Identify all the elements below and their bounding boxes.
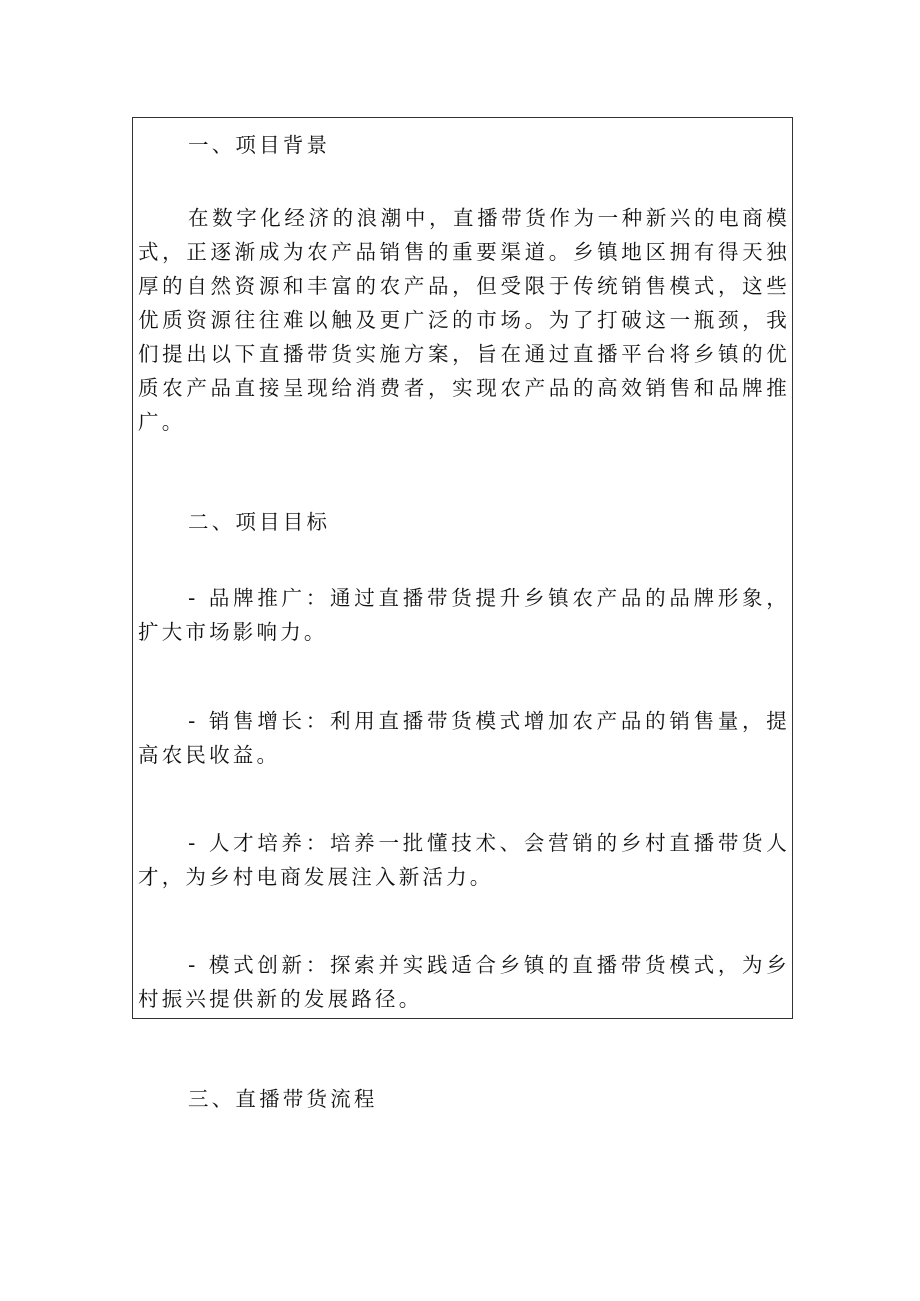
section1-paragraph: 在数字化经济的浪潮中，直播带货作为一种新兴的电商模式，正逐渐成为农产品销售的重要渠道。乡镇地区拥有得天独厚的自然资源和丰富的农产品，但受限于传统销售模式，这些优质资源往往难以触及更广泛的市场。为了打破这一瓶颈，我们提出以下直播带货实施方案，旨在通过直播平台将乡镇的优质农产品直接呈现给消费者，实现农产品的高效销售和品牌推广。 [138, 206, 790, 434]
goal-item-brand: - 品牌推广：通过直播带货提升乡镇农产品的品牌形象，扩大市场影响力。 [138, 586, 790, 644]
section2-heading: 二、项目目标 [188, 510, 331, 534]
section1-heading: 一、项目背景 [188, 133, 331, 157]
goal-item-talent: - 人才培养：培养一批懂技术、会营销的乡村直播带货人才，为乡村电商发展注入新活力。 [138, 831, 790, 889]
goal-item-sales: - 销售增长：利用直播带货模式增加农产品的销售量，提高农民收益。 [138, 709, 790, 767]
section3-heading: 三、直播带货流程 [188, 1087, 378, 1111]
goal-item-model: - 模式创新：探索并实践适合乡镇的直播带货模式，为乡村振兴提供新的发展路径。 [138, 953, 790, 1011]
